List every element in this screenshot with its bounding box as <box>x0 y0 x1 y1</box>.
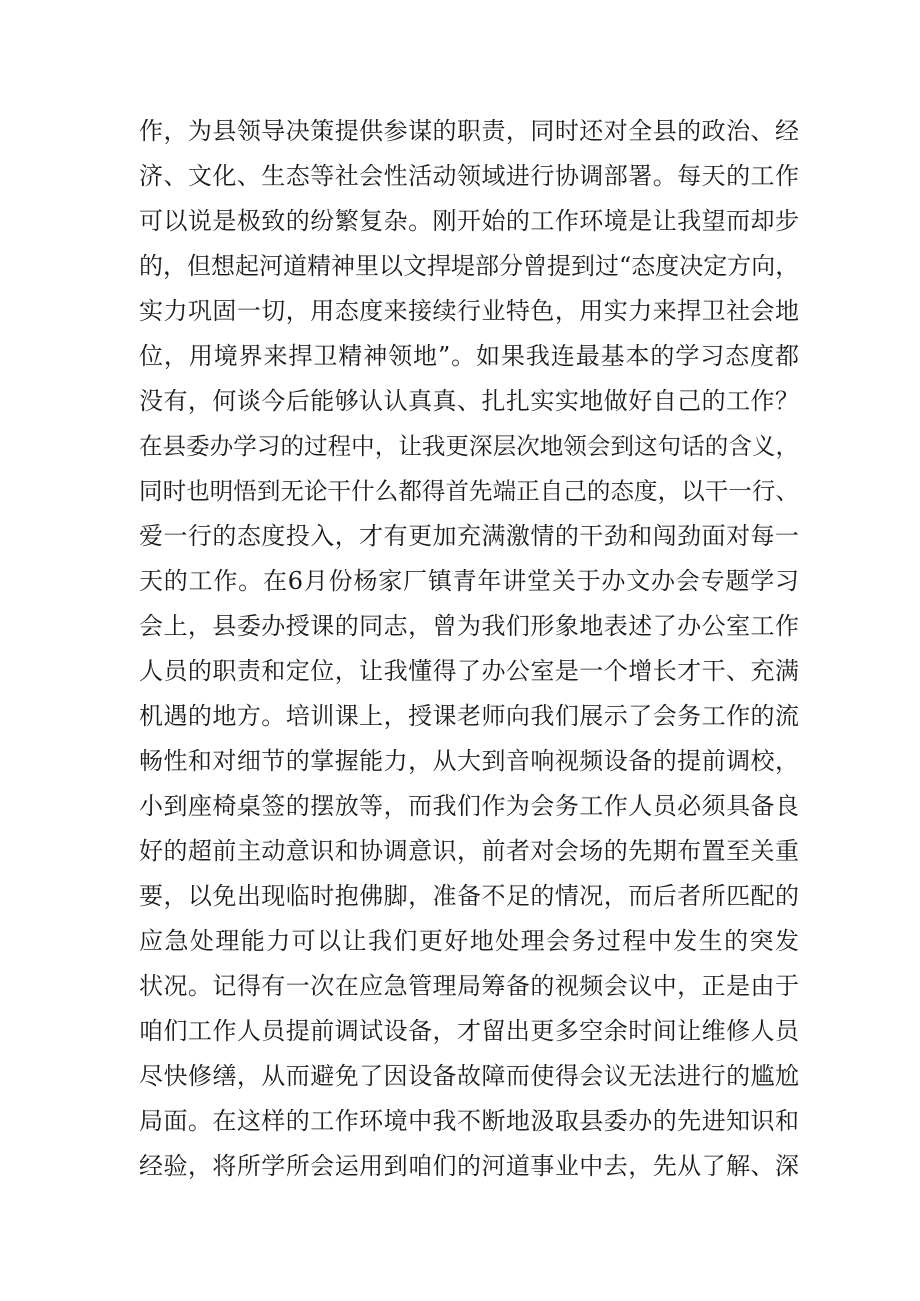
text-line-7: 没有，何谈今后能够认认真真、扎扎实实地做好自己的工作？ <box>139 387 799 415</box>
text-line-4: 的，但想起河道精神里以文捍堤部分曾提到过“态度决定方向， <box>139 252 800 280</box>
text-line-14: 机遇的地方。培训课上，授课老师向我们展示了会务工作的流 <box>139 702 799 730</box>
text-line-19: 应急处理能力可以让我们更好地处理会务过程中发生的突发 <box>139 927 799 955</box>
text-line-13: 人员的职责和定位，让我懂得了办公室是一个增长才干、充满 <box>139 657 799 685</box>
text-line-5: 实力巩固一切，用态度来接续行业特色，用实力来捍卫社会地 <box>139 297 799 325</box>
text-line-24: 经验，将所学所会运用到咱们的河道事业中去，先从了解、深 <box>139 1152 799 1180</box>
text-line-2: 济、文化、生态等社会性活动领域进行协调部署。每天的工作 <box>139 162 799 190</box>
text-line-18: 要，以免出现临时抱佛脚，准备不足的情况，而后者所匹配的 <box>139 882 799 910</box>
text-line-3: 可以说是极致的纷繁复杂。刚开始的工作环境是让我望而却步 <box>139 207 799 235</box>
text-line-12: 会上，县委办授课的同志，曾为我们形象地表述了办公室工作 <box>139 612 799 640</box>
body-text <box>139 109 799 1189</box>
text-line-11: 天的工作。在6月份杨家厂镇青年讲堂关于办文办会专题学习 <box>139 567 799 595</box>
text-line-22: 尽快修缮，从而避免了因设备故障而使得会议无法进行的尴尬 <box>139 1062 799 1090</box>
text-line-17: 好的超前主动意识和协调意识，前者对会场的先期布置至关重 <box>139 837 799 865</box>
text-line-23: 局面。在这样的工作环境中我不断地汲取县委办的先进知识和 <box>139 1107 799 1135</box>
text-line-8: 在县委办学习的过程中，让我更深层次地领会到这句话的含义， <box>139 432 799 460</box>
text-line-9: 同时也明悟到无论干什么都得首先端正自己的态度，以干一行、 <box>139 477 799 505</box>
text-line-1: 作，为县领导决策提供参谋的职责，同时还对全县的政治、经 <box>139 117 799 145</box>
text-line-15: 畅性和对细节的掌握能力，从大到音响视频设备的提前调校， <box>139 747 799 775</box>
text-line-16: 小到座椅桌签的摆放等，而我们作为会务工作人员必须具备良 <box>139 792 799 820</box>
text-line-21: 咱们工作人员提前调试设备，才留出更多空余时间让维修人员 <box>139 1017 799 1045</box>
text-line-6: 位，用境界来捍卫精神领地”。如果我连最基本的学习态度都 <box>139 342 799 370</box>
text-line-20: 状况。记得有一次在应急管理局筹备的视频会议中，正是由于 <box>139 972 799 1000</box>
text-line-10: 爱一行的态度投入，才有更加充满激情的干劲和闯劲面对每一 <box>139 522 799 550</box>
